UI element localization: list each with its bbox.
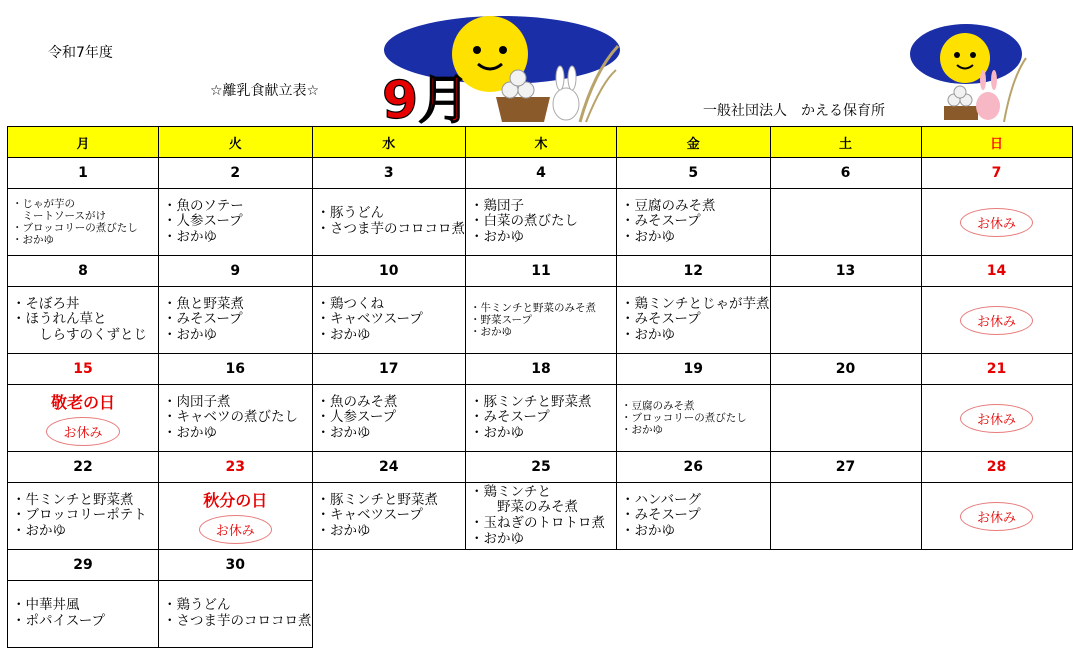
date-cell: 6 [770, 158, 921, 189]
date-cell: 15 [8, 354, 159, 385]
menu-cell [312, 287, 466, 354]
closed-badge: お休み [199, 515, 272, 544]
page-title: ☆離乳食献立表☆ [210, 83, 320, 99]
menu-item: ・鶏ミンチと 野菜のみそ煮 [470, 483, 578, 516]
menu-item: ・野菜スープ [470, 313, 532, 326]
menu-cell [159, 385, 313, 452]
date-cell: 12 [617, 256, 771, 287]
closed-badge: お休み [960, 404, 1033, 433]
weekday-header: 木 [466, 127, 617, 158]
menu-cell [159, 483, 313, 550]
menu-item: ・おかゆ [621, 326, 675, 343]
date-cell: 22 [8, 452, 159, 483]
menu-list [159, 395, 312, 442]
menu-item: ・豚うどん [316, 205, 384, 222]
menu-list [313, 493, 466, 540]
menu-item: ・おかゆ [316, 424, 371, 441]
menu-item: ・キャベツの煮びたし [163, 409, 298, 426]
weekday-header: 土 [770, 127, 921, 158]
closed-badge: お休み [960, 502, 1033, 531]
menu-item: ・鶏団子 [470, 197, 524, 214]
menu-list [617, 297, 770, 344]
menu-item: ・おかゆ [470, 228, 524, 245]
date-cell: 28 [921, 452, 1072, 483]
menu-item: ・おかゆ [621, 424, 663, 437]
menu-list [466, 302, 616, 338]
menu-item: ・魚のみそ煮 [316, 393, 398, 410]
menu-item: ・肉団子煮 [163, 393, 231, 410]
date-cell: 8 [8, 256, 159, 287]
menu-list [466, 485, 616, 547]
weekday-header: 水 [312, 127, 466, 158]
date-cell: 19 [617, 354, 771, 385]
date-cell: 1 [8, 158, 159, 189]
menu-list [313, 297, 466, 344]
menu-cell [921, 189, 1072, 256]
menu-cell [8, 581, 159, 648]
date-cell: 20 [770, 354, 921, 385]
menu-cell [466, 189, 617, 256]
holiday-name: 敬老の日 [50, 393, 115, 412]
menu-item: ・豚ミンチと野菜煮 [470, 393, 592, 410]
menu-item: ・おかゆ [470, 326, 512, 339]
menu-list [8, 493, 158, 540]
menu-list [8, 297, 158, 344]
moon-rabbit-illustration [908, 18, 1028, 124]
menu-item: ・豆腐のみそ煮 [621, 197, 716, 214]
menu-list [159, 297, 312, 344]
menu-item: ・ほうれん草と しらすのくずとじ [12, 311, 147, 343]
menu-cell [159, 189, 313, 256]
menu-row [8, 385, 1073, 452]
menu-cell [159, 581, 313, 648]
menu-item: ・鶏つくね [316, 295, 384, 312]
menu-item: ・鶏うどん [163, 597, 231, 614]
date-cell: 10 [312, 256, 466, 287]
menu-item: ・じゃが芋の ミートソースがけ [12, 197, 106, 222]
menu-list [8, 598, 158, 629]
menu-cell [617, 483, 771, 550]
menu-cell [312, 189, 466, 256]
menu-item: ・玉ねぎのトロトロ煮 [470, 515, 605, 531]
closed-badge: お休み [46, 417, 119, 446]
menu-item: ・牛ミンチと野菜のみそ煮 [470, 301, 596, 314]
menu-cell [770, 385, 921, 452]
menu-item: ・おかゆ [163, 326, 217, 343]
menu-item: ・牛ミンチと野菜煮 [12, 491, 134, 508]
date-cell: 4 [466, 158, 617, 189]
tsukimi-dango-icon [944, 86, 978, 120]
weekday-header: 金 [617, 127, 771, 158]
date-cell: 16 [159, 354, 313, 385]
menu-list [159, 199, 312, 246]
month-label: 9月 [382, 71, 471, 124]
moon-viewing-illustration [380, 12, 620, 124]
date-cell: 24 [312, 452, 466, 483]
menu-cell [921, 385, 1072, 452]
date-cell: 30 [159, 550, 313, 581]
menu-list [159, 598, 312, 629]
holiday-name: 秋分の日 [203, 491, 268, 510]
date-row [8, 452, 1073, 483]
date-cell: 21 [921, 354, 1072, 385]
closed-badge: お休み [960, 208, 1033, 237]
menu-item: ・おかゆ [12, 522, 66, 539]
date-row [8, 550, 1073, 581]
menu-item: ・ポパイスープ [12, 613, 106, 629]
menu-item: ・みそスープ [621, 213, 701, 230]
menu-item: ・おかゆ [12, 234, 54, 247]
date-cell: 7 [921, 158, 1072, 189]
menu-item: ・おかゆ [470, 424, 524, 441]
weekday-header: 火 [159, 127, 313, 158]
date-cell: 26 [617, 452, 771, 483]
menu-cell [8, 189, 159, 256]
menu-cell [466, 483, 617, 550]
menu-item: ・魚のソテー [163, 197, 244, 214]
menu-calendar [7, 126, 1073, 648]
date-cell: 14 [921, 256, 1072, 287]
menu-cell [770, 287, 921, 354]
menu-list [617, 199, 770, 246]
menu-item: ・豆腐のみそ煮 [621, 399, 695, 412]
date-row [8, 354, 1073, 385]
menu-item: ・ハンバーグ [621, 491, 702, 508]
menu-item: ・さつま芋のコロコロ煮 [316, 221, 465, 237]
menu-item: ・みそスープ [163, 311, 243, 328]
menu-cell [8, 385, 159, 452]
menu-cell [312, 483, 466, 550]
menu-row [8, 189, 1073, 256]
menu-item: ・さつま芋のコロコロ煮 [163, 613, 312, 629]
menu-cell [8, 287, 159, 354]
menu-item: ・魚と野菜煮 [163, 295, 244, 312]
weekday-header-row [8, 127, 1073, 158]
menu-cell [617, 385, 771, 452]
menu-item: ・おかゆ [316, 326, 371, 343]
era-year: 令和7年度 [48, 45, 113, 61]
menu-item: ・みそスープ [470, 409, 550, 426]
menu-item: ・中華丼風 [12, 597, 80, 614]
menu-cell [617, 189, 771, 256]
menu-cell [770, 189, 921, 256]
date-row [8, 256, 1073, 287]
menu-cell [312, 385, 466, 452]
date-cell: 3 [312, 158, 466, 189]
menu-list [8, 198, 158, 246]
date-cell: 23 [159, 452, 313, 483]
menu-list [313, 395, 466, 442]
closed-badge: お休み [960, 306, 1033, 335]
organization-name: 一般社団法人 かえる保育所 [703, 103, 885, 119]
date-cell: 18 [466, 354, 617, 385]
date-cell: 11 [466, 256, 617, 287]
menu-cell [921, 483, 1072, 550]
menu-cell [466, 385, 617, 452]
menu-item: ・おかゆ [316, 522, 371, 539]
date-cell: 5 [617, 158, 771, 189]
menu-cell [921, 287, 1072, 354]
menu-item: ・鶏ミンチとじゃが芋煮 [621, 295, 770, 312]
date-cell: 25 [466, 452, 617, 483]
menu-item: ・そぼろ丼 [12, 295, 80, 312]
menu-item: ・ブロッコリーの煮びたし [621, 411, 747, 424]
menu-item: ・おかゆ [163, 228, 217, 245]
menu-item: ・キャベツスープ [316, 311, 423, 328]
menu-item: ・おかゆ [163, 424, 217, 441]
menu-item: ・白菜の煮びたし [470, 213, 578, 230]
menu-item: ・キャベツスープ [316, 507, 423, 524]
menu-item: ・ブロッコリーポテト [12, 507, 147, 524]
menu-item: ・おかゆ [621, 522, 675, 539]
menu-list [466, 395, 616, 442]
menu-list [617, 400, 770, 436]
menu-item: ・人参スープ [316, 409, 397, 426]
menu-item: ・おかゆ [470, 530, 524, 547]
menu-item: ・人参スープ [163, 213, 243, 230]
menu-cell [8, 483, 159, 550]
menu-list [466, 199, 616, 246]
menu-cell [466, 287, 617, 354]
menu-cell [159, 287, 313, 354]
weekday-header: 日 [921, 127, 1072, 158]
menu-item: ・みそスープ [621, 311, 701, 328]
menu-cell [770, 483, 921, 550]
menu-row [8, 287, 1073, 354]
menu-item: ・みそスープ [621, 507, 701, 524]
date-cell: 27 [770, 452, 921, 483]
menu-list [313, 206, 466, 237]
menu-item: ・豚ミンチと野菜煮 [316, 491, 438, 508]
date-cell: 2 [159, 158, 313, 189]
date-cell: 13 [770, 256, 921, 287]
menu-cell [617, 287, 771, 354]
menu-row [8, 483, 1073, 550]
weekday-header: 月 [8, 127, 159, 158]
menu-list [617, 493, 770, 540]
date-row [8, 158, 1073, 189]
date-cell: 9 [159, 256, 313, 287]
date-cell: 29 [8, 550, 159, 581]
date-cell: 17 [312, 354, 466, 385]
menu-row [8, 581, 1073, 648]
menu-item: ・ブロッコリーの煮びたし [12, 222, 138, 234]
menu-item: ・おかゆ [621, 228, 675, 245]
